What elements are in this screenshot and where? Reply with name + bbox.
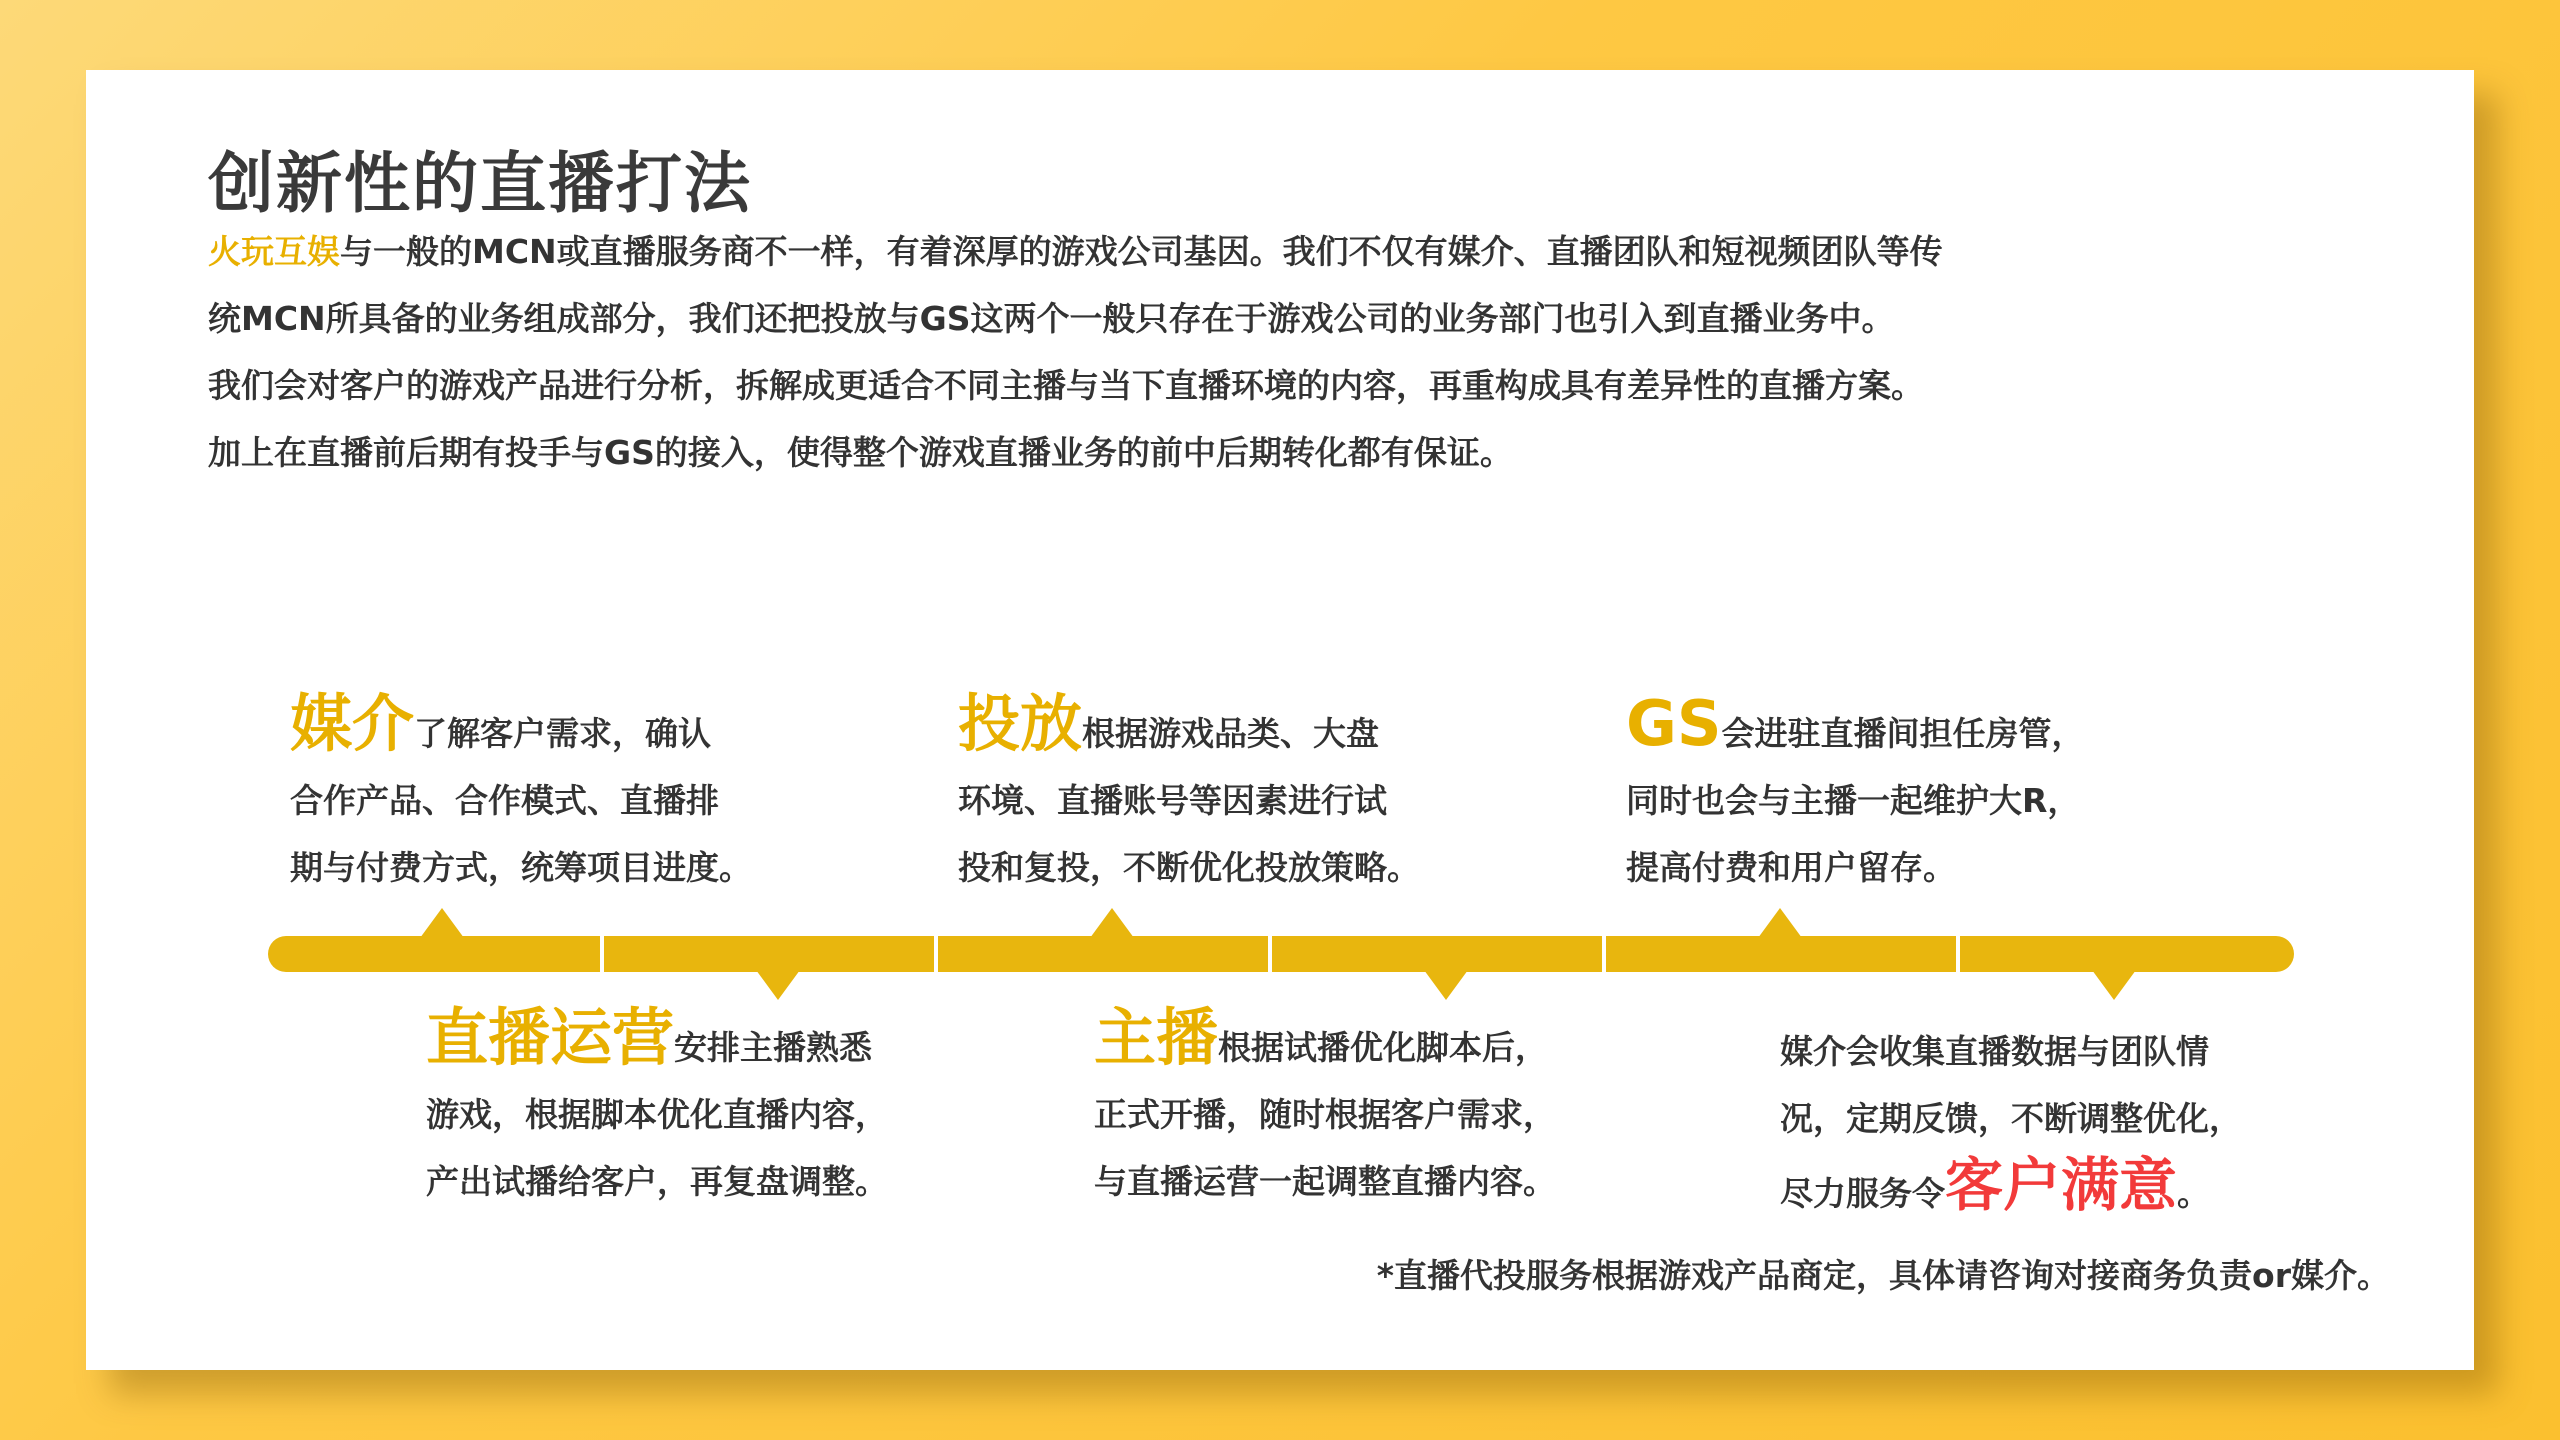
timeline-divider [1956,936,1960,972]
intro-paragraph [208,218,2358,486]
block-heading: GS [1626,687,1722,760]
block-line: 了解客户需求，确认 [414,714,712,753]
media-block [290,687,752,901]
block-line: 安排主播熟悉 [674,1028,873,1067]
gs-block [1626,687,2085,901]
timeline-marker-up [420,908,464,938]
feedback-block [1780,1018,2242,1227]
timeline-marker-up [1758,908,1802,938]
timeline-marker-up [1090,908,1134,938]
block-line: 合作产品、合作模式、直播排 [290,781,719,820]
timeline-bar [268,936,2294,972]
block-line: 提高付费和用户留存。 [1626,848,1956,887]
timeline-marker-down [2092,970,2136,1000]
timeline-divider [600,936,604,972]
block-line: 同时也会与主播一起维护大R， [1626,781,2081,820]
timeline-divider [1602,936,1606,972]
block-heading: 直播运营 [426,1001,675,1074]
block-heading: 主播 [1094,1001,1219,1074]
process-timeline [268,920,2294,1000]
block-line: 期与付费方式，统筹项目进度。 [290,848,752,887]
block-line-end: 。 [2177,1174,2211,1213]
live-ops-block [426,1001,888,1215]
block-line: 根据游戏品类、大盘 [1082,714,1380,753]
intro-line: 我们会对客户的游戏产品进行分析，拆解成更适合不同主播与当下直播环境的内容，再重构成具有差异性的直播方案。 [208,366,1924,405]
block-line: 产出试播给客户，再复盘调整。 [426,1162,888,1201]
block-line: 游戏，根据脚本优化直播内容， [426,1095,888,1134]
block-line: 环境、直播账号等因素进行试 [958,781,1387,820]
block-line: 正式开播，随时根据客户需求， [1094,1095,1556,1134]
timeline-divider [934,936,938,972]
ad-placement-block [958,687,1420,901]
block-heading: 投放 [958,687,1083,760]
brand-name: 火玩互娱 [208,232,340,271]
block-heading: 媒介 [290,687,415,760]
timeline-divider [1268,936,1272,972]
block-line: 况，定期反馈，不断调整优化， [1780,1099,2242,1138]
footnote: *直播代投服务根据游戏产品商定，具体请咨询对接商务负责or媒介。 [1376,1256,2390,1295]
block-line: 与直播运营一起调整直播内容。 [1094,1162,1556,1201]
timeline-marker-down [756,970,800,1000]
timeline-marker-down [1424,970,1468,1000]
page-title: 创新性的直播打法 [208,145,752,222]
intro-line: 加上在直播前后期有投手与GS的接入，使得整个游戏直播业务的前中后期转化都有保证。 [208,433,1513,472]
intro-line-text: 与一般的MCN或直播服务商不一样，有着深厚的游戏公司基因。我们不仅有媒介、直播团队和短视频团队等传 [340,232,1943,271]
block-line: 投和复投，不断优化投放策略。 [958,848,1420,887]
block-line: 尽力服务令 [1780,1174,1945,1213]
block-line: 根据试播优化脚本后， [1218,1028,1549,1067]
block-line: 媒介会收集直播数据与团队情 [1780,1032,2209,1071]
intro-line [208,218,2358,285]
intro-line: 统MCN所具备的业务组成部分，我们还把投放与GS这两个一般只存在于游戏公司的业务部门也引入到直播业务中。 [208,299,1895,338]
streamer-block [1094,1001,1556,1215]
block-line: 会进驻直播间担任房管， [1721,714,2085,753]
customer-satisfaction-highlight: 客户满意 [1945,1151,2178,1219]
